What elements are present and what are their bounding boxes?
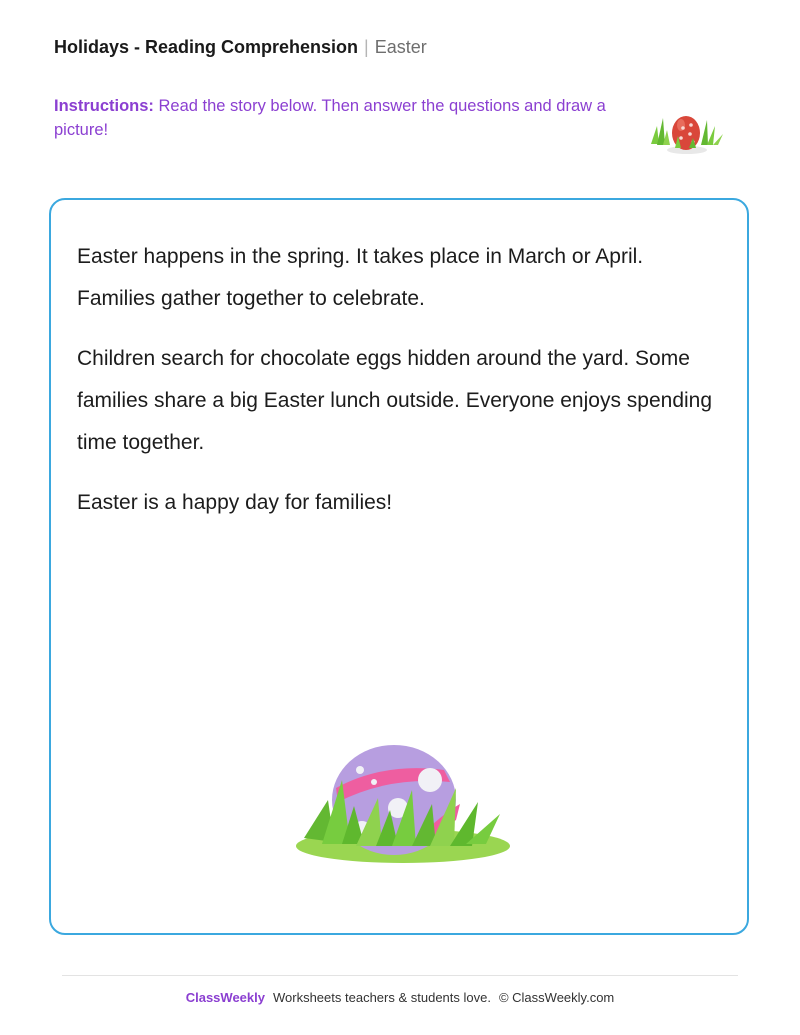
instructions-label: Instructions: (54, 97, 154, 115)
footer-tagline: Worksheets teachers & students love. (272, 990, 491, 1005)
worksheet-title: Holidays - Reading Comprehension (54, 37, 359, 57)
footer-divider (62, 975, 738, 976)
story-paragraph: Easter is a happy day for families! (77, 491, 393, 514)
easter-egg-grass-icon (645, 104, 727, 160)
header-separator: | (364, 37, 369, 57)
instructions (54, 94, 614, 142)
story-paragraph: Easter happens in the spring. It takes place in March or April. Families gather together to celebrate. (77, 245, 644, 310)
story-text (77, 236, 717, 542)
footer-brand: ClassWeekly (185, 990, 265, 1005)
footer-copyright: © ClassWeekly.com (498, 990, 615, 1005)
story-paragraph: Children search for chocolate eggs hidden around the yard. Some families share a big Easter lunch outside. Everyone enjoys spending time together. (77, 347, 713, 454)
page-header (54, 37, 427, 58)
instructions-text: Read the story below. Then answer the questions and draw a picture! (54, 97, 606, 139)
worksheet-topic: Easter (374, 37, 427, 57)
page-footer (0, 990, 800, 1005)
easter-egg-grass-illustration (294, 740, 512, 868)
